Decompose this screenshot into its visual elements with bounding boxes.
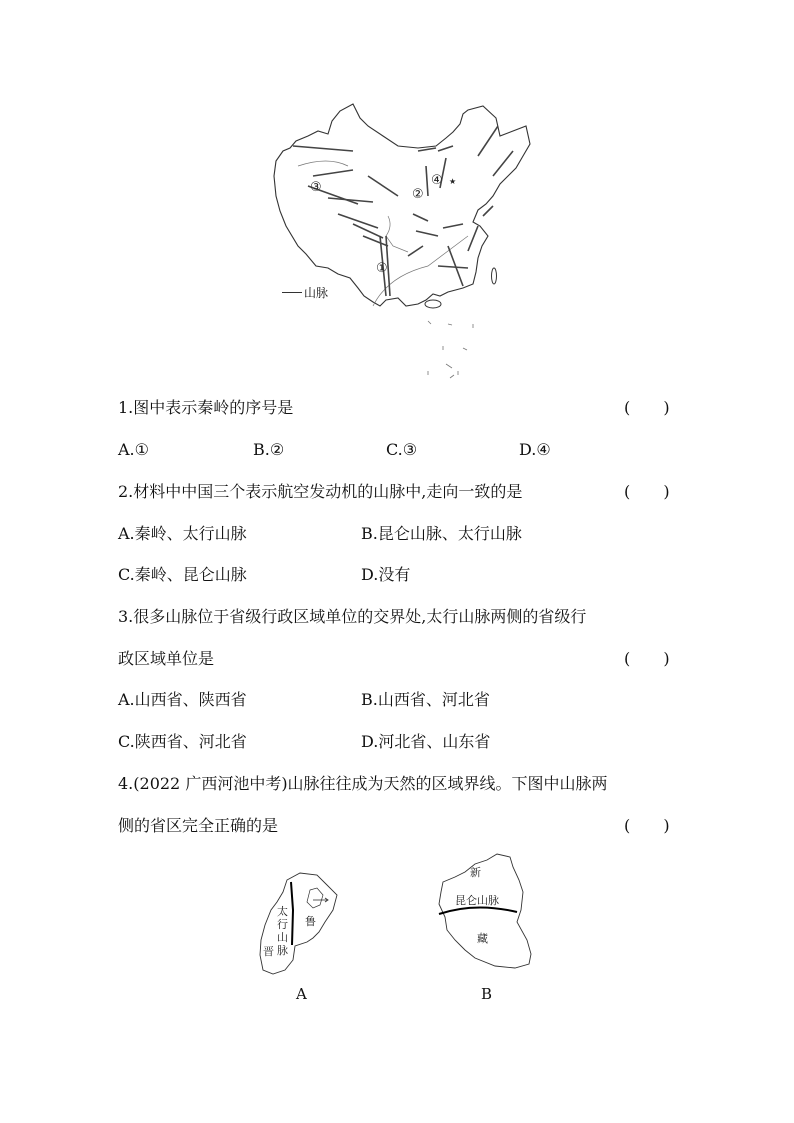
china-mountains-map — [268, 96, 548, 386]
q3-option-b[interactable]: B.山西省、河北省 — [361, 690, 490, 709]
map-a-taihang — [255, 870, 355, 980]
q2-option-a[interactable]: A.秦岭、太行山脉 — [118, 524, 247, 543]
question-text: 图中表示秦岭的序号是 — [133, 398, 294, 417]
svg-text:④: ④ — [431, 173, 443, 188]
answer-blank-2[interactable]: ( ) — [624, 482, 670, 501]
answer-blank-3[interactable]: ( ) — [624, 649, 670, 668]
q3-option-c[interactable]: C.陕西省、河北省 — [118, 732, 247, 751]
question-4-line2: 侧的省区完全正确的是 — [118, 816, 279, 835]
q3-option-d[interactable]: D.河北省、山东省 — [361, 732, 491, 751]
svg-text:★: ★ — [449, 177, 457, 186]
svg-text:山: 山 — [277, 931, 288, 944]
map-legend — [282, 284, 328, 301]
q1-option-d[interactable]: D.④ — [519, 440, 551, 459]
map-b-caption: B — [481, 985, 493, 1003]
mountain-line-icon — [282, 292, 302, 293]
question-text: 材料中中国三个表示航空发动机的山脉中,走向一致的是 — [133, 482, 523, 501]
svg-text:新: 新 — [470, 866, 481, 879]
question-3-line2: 政区域单位是 — [118, 649, 215, 668]
svg-text:③: ③ — [310, 180, 322, 195]
question-number: 1. — [118, 398, 134, 417]
question-number: 4. — [118, 774, 134, 793]
question-number: 2. — [118, 482, 134, 501]
q2-option-c[interactable]: C.秦岭、昆仑山脉 — [118, 565, 247, 584]
question-3 — [118, 607, 586, 627]
q1-option-b[interactable]: B.② — [253, 440, 285, 459]
q1-option-c[interactable]: C.③ — [386, 440, 418, 459]
svg-text:脉: 脉 — [277, 944, 288, 957]
svg-text:鲁: 鲁 — [305, 915, 316, 928]
svg-text:藏: 藏 — [477, 932, 488, 945]
answer-blank-1[interactable]: ( ) — [624, 398, 670, 417]
question-number: 3. — [118, 607, 134, 626]
svg-text:昆仑山脉: 昆仑山脉 — [455, 894, 499, 907]
q2-option-d[interactable]: D.没有 — [361, 565, 411, 584]
svg-text:晋: 晋 — [263, 945, 274, 958]
question-2 — [118, 482, 522, 502]
q3-option-a[interactable]: A.山西省、陕西省 — [118, 690, 247, 709]
q2-option-b[interactable]: B.昆仑山脉、太行山脉 — [361, 524, 522, 543]
question-1 — [118, 398, 293, 418]
question-text: 很多山脉位于省级行政区域单位的交界处,太行山脉两侧的省级行 — [133, 607, 587, 626]
answer-blank-4[interactable]: ( ) — [624, 816, 670, 835]
question-4 — [118, 774, 608, 794]
question-text: (2022 广西河池中考)山脉往往成为天然的区域界线。下图中山脉两 — [133, 774, 608, 793]
map-b-kunlun — [435, 852, 550, 977]
q1-option-a[interactable]: A.① — [118, 440, 149, 459]
svg-text:①: ① — [376, 261, 388, 276]
svg-text:太: 太 — [277, 905, 288, 918]
svg-text:行: 行 — [277, 918, 288, 931]
legend-label: 山脉 — [304, 286, 329, 300]
svg-text:②: ② — [412, 187, 424, 202]
map-a-caption: A — [296, 985, 307, 1003]
